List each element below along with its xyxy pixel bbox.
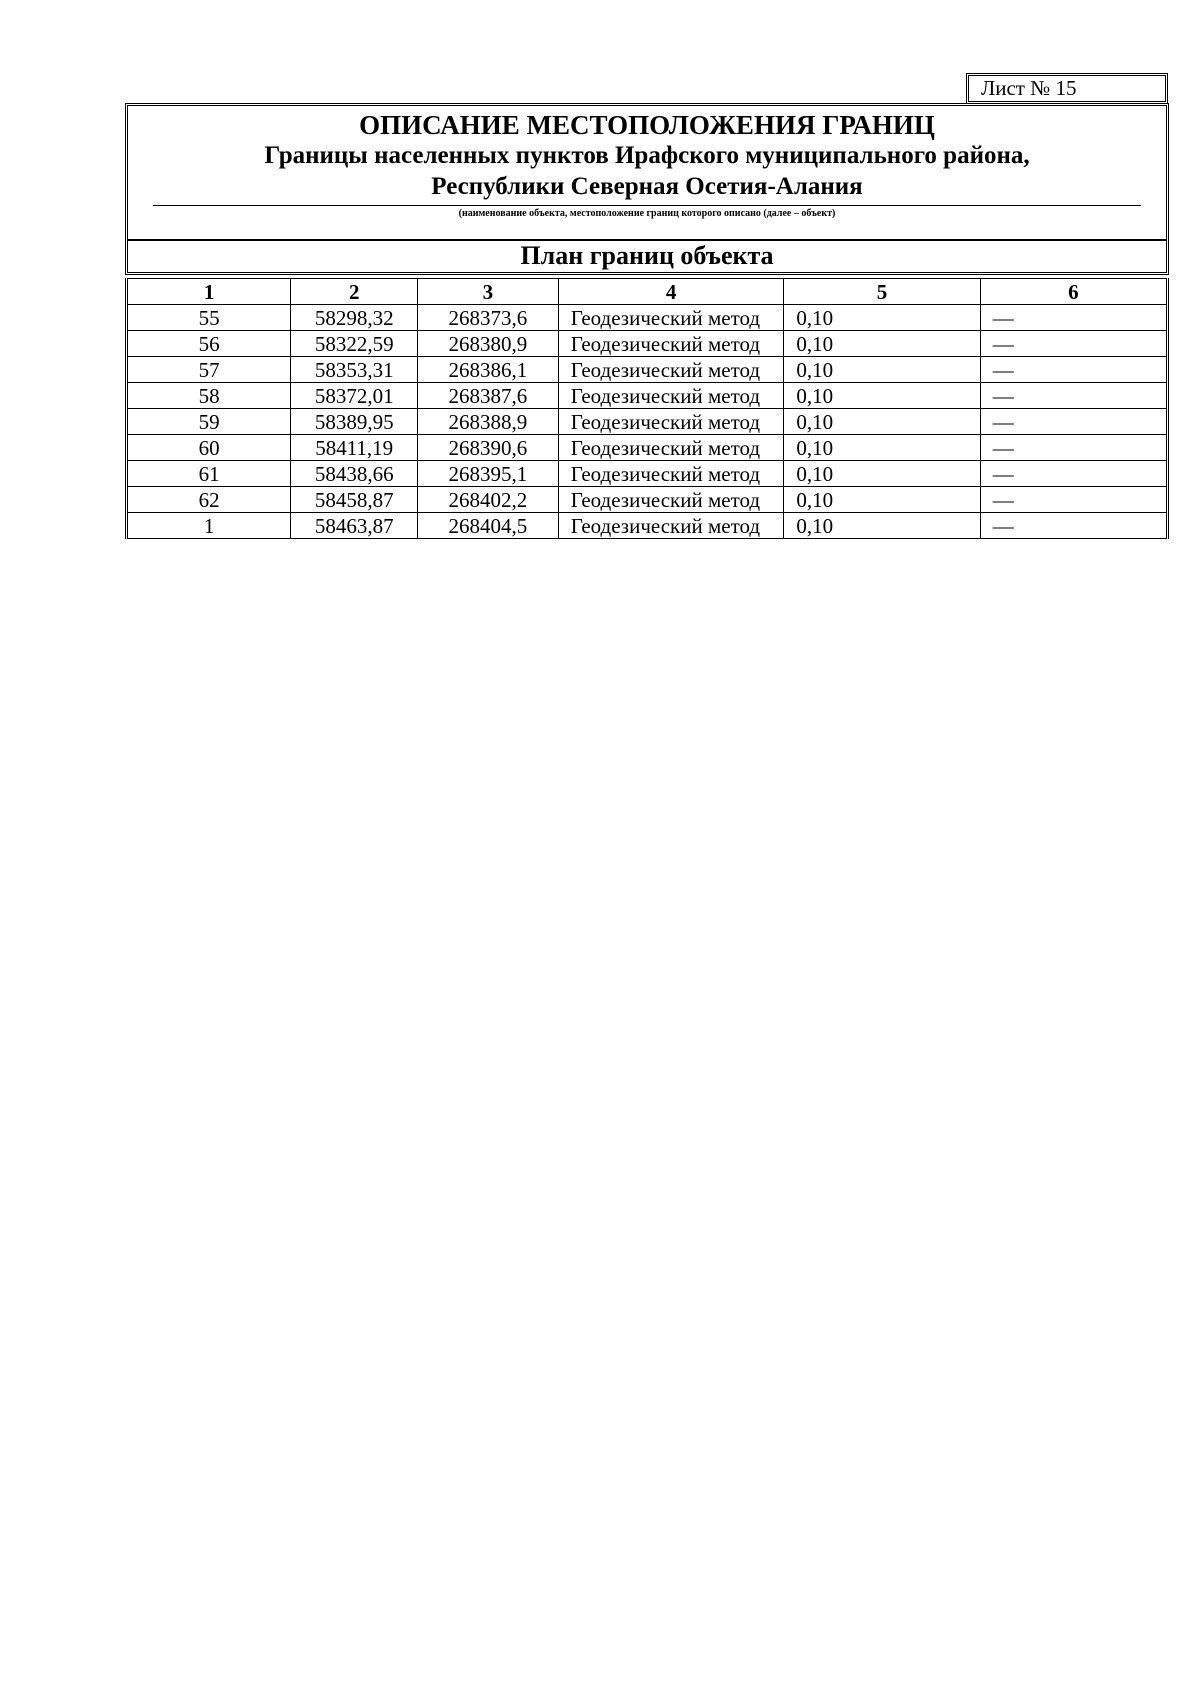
accuracy: 0,10 bbox=[784, 513, 980, 539]
coordinate-y: 268387,6 bbox=[418, 383, 559, 409]
column-header: 2 bbox=[291, 279, 418, 305]
column-header: 6 bbox=[980, 279, 1167, 305]
point-number: 61 bbox=[127, 461, 291, 487]
sheet-number bbox=[966, 73, 1168, 104]
coordinate-x: 58463,87 bbox=[291, 513, 418, 539]
description: — bbox=[980, 409, 1167, 435]
object-name-line2: Республики Северная Осетия-Алания bbox=[431, 173, 863, 200]
coordinate-x: 58353,31 bbox=[291, 357, 418, 383]
coordinate-y: 268373,6 bbox=[418, 305, 559, 331]
accuracy: 0,10 bbox=[784, 331, 980, 357]
plan-title: План границ объекта bbox=[520, 241, 774, 270]
coordinate-x: 58389,95 bbox=[291, 409, 418, 435]
coordinate-y: 268402,2 bbox=[418, 487, 559, 513]
table-row bbox=[127, 409, 1168, 435]
point-number: 55 bbox=[127, 305, 291, 331]
coordinate-y: 268395,1 bbox=[418, 461, 559, 487]
accuracy: 0,10 bbox=[784, 461, 980, 487]
sheet-number-label: Лист № 15 bbox=[981, 76, 1077, 100]
table-row bbox=[127, 357, 1168, 383]
method: Геодезический метод bbox=[558, 487, 784, 513]
coordinate-x: 58458,87 bbox=[291, 487, 418, 513]
method: Геодезический метод bbox=[558, 513, 784, 539]
accuracy: 0,10 bbox=[784, 383, 980, 409]
document-title: ОПИСАНИЕ МЕСТОПОЛОЖЕНИЯ ГРАНИЦ bbox=[359, 110, 935, 140]
coordinate-x: 58438,66 bbox=[291, 461, 418, 487]
table-row bbox=[127, 331, 1168, 357]
description: — bbox=[980, 435, 1167, 461]
coordinate-x: 58411,19 bbox=[291, 435, 418, 461]
column-header: 1 bbox=[127, 279, 291, 305]
description: — bbox=[980, 331, 1167, 357]
column-header: 4 bbox=[558, 279, 784, 305]
table-row bbox=[127, 435, 1168, 461]
description: — bbox=[980, 461, 1167, 487]
method: Геодезический метод bbox=[558, 461, 784, 487]
description: — bbox=[980, 383, 1167, 409]
description: — bbox=[980, 487, 1167, 513]
method: Геодезический метод bbox=[558, 331, 784, 357]
point-number: 58 bbox=[127, 383, 291, 409]
method: Геодезический метод bbox=[558, 409, 784, 435]
column-header: 3 bbox=[418, 279, 559, 305]
document-header bbox=[125, 103, 1169, 275]
method: Геодезический метод bbox=[558, 383, 784, 409]
accuracy: 0,10 bbox=[784, 305, 980, 331]
point-number: 59 bbox=[127, 409, 291, 435]
method: Геодезический метод bbox=[558, 305, 784, 331]
table-row bbox=[127, 305, 1168, 331]
description: — bbox=[980, 305, 1167, 331]
accuracy: 0,10 bbox=[784, 435, 980, 461]
coordinate-y: 268390,6 bbox=[418, 435, 559, 461]
object-name-caption: (наименование объекта, местоположение границ которого описано (далее – объект) bbox=[458, 208, 836, 219]
coordinate-y: 268380,9 bbox=[418, 331, 559, 357]
point-number: 62 bbox=[127, 487, 291, 513]
object-name-underline bbox=[153, 205, 1141, 206]
table-header-row bbox=[127, 279, 1168, 305]
point-number: 60 bbox=[127, 435, 291, 461]
coordinates-table bbox=[125, 278, 1169, 539]
point-number: 57 bbox=[127, 357, 291, 383]
description: — bbox=[980, 513, 1167, 539]
coordinate-y: 268386,1 bbox=[418, 357, 559, 383]
point-number: 56 bbox=[127, 331, 291, 357]
description: — bbox=[980, 357, 1167, 383]
accuracy: 0,10 bbox=[784, 409, 980, 435]
header-title-block bbox=[128, 106, 1166, 241]
point-number: 1 bbox=[127, 513, 291, 539]
table-row bbox=[127, 487, 1168, 513]
method: Геодезический метод bbox=[558, 357, 784, 383]
table-row bbox=[127, 383, 1168, 409]
coordinate-y: 268388,9 bbox=[418, 409, 559, 435]
method: Геодезический метод bbox=[558, 435, 784, 461]
coordinate-x: 58298,32 bbox=[291, 305, 418, 331]
coordinate-x: 58322,59 bbox=[291, 331, 418, 357]
table-row bbox=[127, 513, 1168, 539]
accuracy: 0,10 bbox=[784, 487, 980, 513]
coordinate-y: 268404,5 bbox=[418, 513, 559, 539]
accuracy: 0,10 bbox=[784, 357, 980, 383]
object-name-line1: Границы населенных пунктов Ирафского муниципального района, bbox=[264, 142, 1030, 169]
column-header: 5 bbox=[784, 279, 980, 305]
table-row bbox=[127, 461, 1168, 487]
coordinate-x: 58372,01 bbox=[291, 383, 418, 409]
